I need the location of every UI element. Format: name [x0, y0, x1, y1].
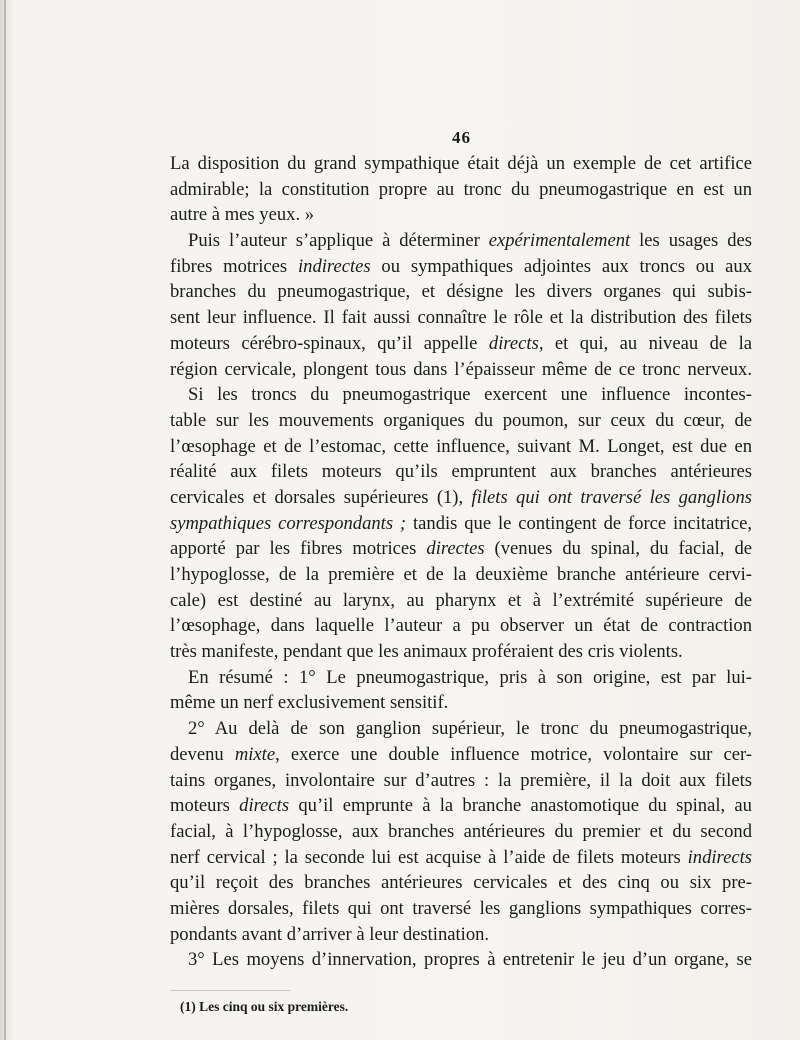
text-line: pondants avant d’arriver à leur destination. — [170, 923, 490, 945]
text-line: l’hypoglosse, de la première et de la deuxième branche antérieure cervi- — [170, 564, 752, 585]
text-line: La disposition du grand sympathique était déjà un exemple de cet artifice — [170, 153, 752, 174]
text-line: facial, à l’hypoglosse, aux branches antérieures du premier et du second — [170, 820, 752, 842]
text-line: cale) est destiné au larynx, au pharynx et à l’extrémité supérieure de — [170, 589, 752, 611]
text-line: 2° Au delà de son ganglion supérieur, le tronc du pneumogastrique, — [188, 718, 752, 740]
text-line: mières dorsales, filets qui ont traversé les ganglions sympathiques corres- — [170, 897, 752, 919]
body-text — [170, 151, 752, 973]
text-line: admirable; la constitution propre au tronc du pneumogastrique en est un — [170, 178, 752, 200]
text-line: devenu mixte, exerce une double influence motrice, volontaire sur cer- — [170, 743, 752, 765]
text-line: Si les troncs du pneumogastrique exercent une influence incontes- — [188, 384, 752, 406]
text-line: branches du pneumogastrique, et désigne les divers organes qui subis- — [170, 281, 752, 303]
text-line: cervicales et dorsales supérieures (1), filets qui ont traversé les ganglions — [170, 486, 752, 508]
text-line: région cervicale, plongent tous dans l’épaisseur même de ce tronc nerveux. — [170, 358, 752, 380]
text-line: moteurs directs qu’il emprunte à la branche anastomotique du spinal, au — [170, 795, 752, 817]
text-line: apporté par les fibres motrices directes (venues du spinal, du facial, de — [170, 538, 752, 560]
text-line: En résumé : 1° Le pneumogastrique, pris à son origine, est par lui- — [188, 666, 752, 688]
text-line: autre à mes yeux. » — [170, 204, 315, 226]
text-line: très manifeste, pendant que les animaux proféraient des cris violents. — [170, 641, 683, 663]
text-line: l’œsophage, dans laquelle l’auteur a pu observer un état de contraction — [170, 615, 752, 637]
text-line: fibres motrices indirectes ou sympathiques adjointes aux troncs ou aux — [170, 255, 752, 277]
text-line: 3° Les moyens d’innervation, propres à entretenir le jeu d’un organe, se — [188, 949, 752, 971]
page-number: 46 — [452, 128, 471, 147]
text-line: réalité aux filets moteurs qu’ils empruntent aux branches antérieures — [170, 461, 752, 483]
text-line: table sur les mouvements organiques du poumon, sur ceux du cœur, de — [170, 409, 752, 431]
text-line: moteurs cérébro-spinaux, qu’il appelle directs, et qui, au niveau de la — [170, 332, 753, 354]
text-line: tains organes, involontaire sur d’autres : la première, il la doit aux filets — [170, 769, 752, 791]
text-line: nerf cervical ; la seconde lui est acquise à l’aide de filets moteurs indirects — [170, 846, 752, 868]
page-gutter — [4, 0, 6, 1040]
text-line: sent leur influence. Il fait aussi connaître le rôle et la distribution des filets — [170, 307, 752, 329]
text-line: Puis l’auteur s’applique à déterminer expérimentalement les usages des — [188, 230, 752, 252]
text-line: sympathiques correspondants ; tandis que le contingent de force incitatrice, — [170, 512, 753, 534]
footnote-rule — [170, 990, 290, 991]
footnote: (1) Les cinq ou six premières. — [180, 999, 349, 1014]
text-line: même un nerf exclusivement sensitif. — [170, 692, 449, 714]
text-line: qu’il reçoit des branches antérieures cervicales et des cinq ou six pre- — [170, 872, 752, 894]
text-line: l’œsophage et de l’estomac, cette influence, suivant M. Longet, est due en — [170, 435, 752, 457]
